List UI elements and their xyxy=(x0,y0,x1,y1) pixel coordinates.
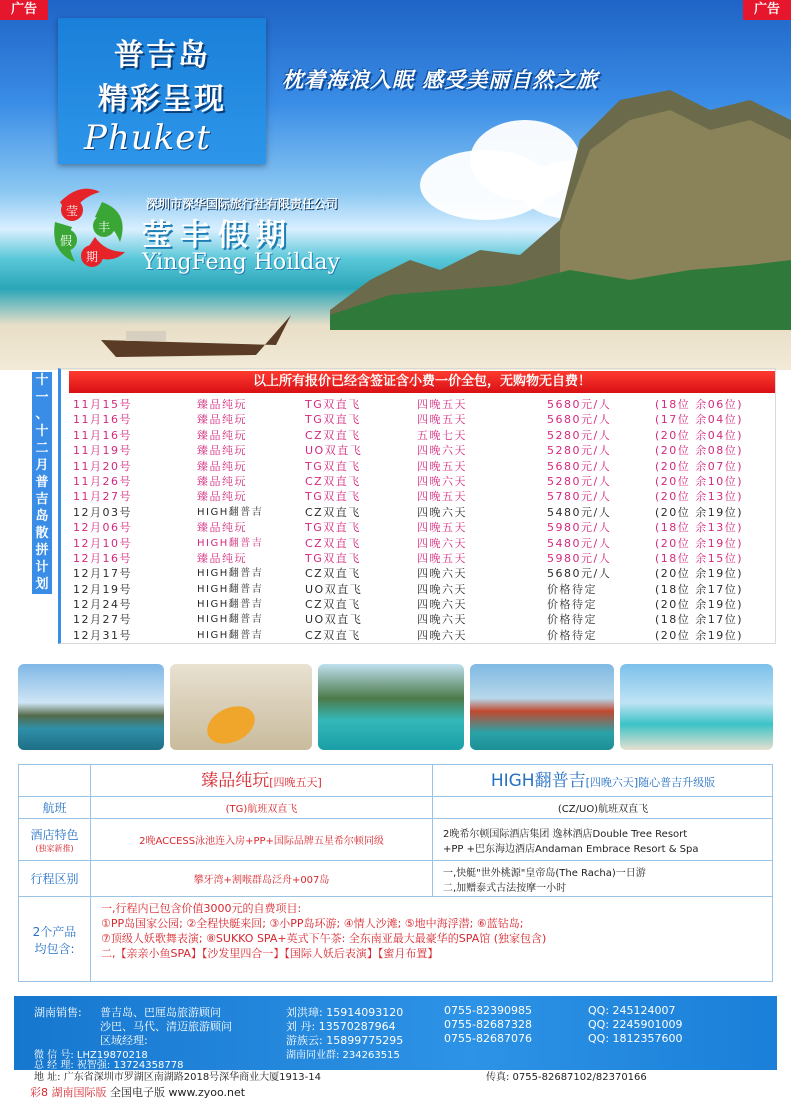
flight-label xyxy=(19,797,91,819)
schedule-seats: (20位 余08位) xyxy=(655,444,744,458)
trade-group: 湖南同业群: 234263515 xyxy=(286,1050,400,1061)
side-label-char: 月 xyxy=(35,458,49,473)
schedule-product: 臻品纯玩 xyxy=(197,521,247,535)
schedule-seats: (18位 余17位) xyxy=(655,613,744,627)
bodyboard-shape xyxy=(201,699,261,750)
schedule-seats: (17位 余04位) xyxy=(655,413,744,427)
hero-slogan: 枕着海浪入眠 感受美丽自然之旅 xyxy=(282,68,599,92)
schedule-duration: 四晚六天 xyxy=(417,474,467,488)
schedule-side-label xyxy=(32,372,52,594)
schedule-flight: CZ双直飞 xyxy=(305,428,361,442)
side-label-char: 、 xyxy=(35,407,49,422)
national-edition: 全国电子版 www.zyoo.net xyxy=(110,1086,246,1099)
schedule-date: 12月27号 xyxy=(73,613,132,627)
schedule-row xyxy=(61,536,779,551)
sales-label: 湖南销售: xyxy=(34,1006,82,1019)
hero-title-line1: 普吉岛 xyxy=(114,38,210,73)
hero-title-en: Phuket xyxy=(84,118,212,158)
hotel-col1 xyxy=(91,819,433,861)
photo-floating-village xyxy=(470,664,614,750)
schedule-seats: (20位 余19位) xyxy=(655,598,744,612)
schedule-flight: CZ双直飞 xyxy=(305,567,361,581)
fax: 传真: 0755-82687102/82370166 xyxy=(486,1072,647,1083)
schedule-row xyxy=(61,520,779,535)
brand-name-en: YingFeng Hoilday xyxy=(142,250,340,275)
route-col2 xyxy=(433,861,773,897)
package-line4: 二,【亲亲小鱼SPA】【沙发里四合一】【国际人妖后表演】【蜜月布置】 xyxy=(101,947,439,960)
schedule-row xyxy=(61,551,779,566)
package-label xyxy=(19,897,91,982)
schedule-product: HIGH翻普吉 xyxy=(197,583,264,595)
corner-cell xyxy=(19,765,91,797)
package-line1: 一,行程内已包含价值3000元的自费项目: xyxy=(101,902,302,915)
col2-subtitle: [四晚六天]随心普吉升级版 xyxy=(585,776,716,789)
schedule-duration: 五晚七天 xyxy=(417,428,467,442)
contact2-name: 刘 丹: 13570287964 xyxy=(286,1020,396,1033)
schedule-flight: TG双直飞 xyxy=(305,490,361,504)
logo-char: 莹 xyxy=(66,204,79,218)
schedule-price: 5680元/人 xyxy=(547,567,612,581)
schedule-product: HIGH翻普吉 xyxy=(197,629,264,641)
schedule-rows xyxy=(61,397,779,643)
wechat: 微 信 号: LHZ19870218 xyxy=(34,1050,148,1061)
contact1-qq: QQ: 245124007 xyxy=(588,1004,676,1017)
package-label-line1: 2个产品 xyxy=(32,924,77,939)
flight-col1-text: (TG)航班双直飞 xyxy=(225,804,298,815)
schedule-flight: CZ双直飞 xyxy=(305,536,361,550)
flight-col2 xyxy=(433,797,773,819)
route-col2-line1: 一,快艇"世外桃源"皇帝岛(The Racha)一日游 xyxy=(443,867,646,879)
schedule-date: 11月20号 xyxy=(73,459,132,473)
schedule-duration: 四晚六天 xyxy=(417,628,467,642)
schedule-date: 11月15号 xyxy=(73,398,132,411)
package-label-line2: 均包含: xyxy=(34,941,75,956)
cliff-illustration xyxy=(330,80,791,330)
contact3-name: 游族云: 15899775295 xyxy=(286,1034,404,1047)
photo-island-bay xyxy=(18,664,164,750)
schedule-product: HIGH翻普吉 xyxy=(197,537,264,549)
schedule-flight: CZ双直飞 xyxy=(305,505,361,519)
title-box xyxy=(58,18,266,164)
logo-char: 期 xyxy=(86,250,99,264)
contact1-name: 刘洪璋: 15914093120 xyxy=(286,1006,404,1019)
general-manager: 总 经 理: 祝智强: 13724358778 xyxy=(34,1060,184,1071)
flight-col1 xyxy=(91,797,433,819)
schedule-price: 5280元/人 xyxy=(547,444,612,458)
schedule-seats: (20位 余13位) xyxy=(655,490,744,504)
schedule-price: 5280元/人 xyxy=(547,428,612,442)
schedule-flight: CZ双直飞 xyxy=(305,598,361,612)
sales-line1: 普吉岛、巴厘岛旅游顾问 xyxy=(100,1006,221,1019)
schedule-flight: UO双直飞 xyxy=(305,582,363,596)
hotel-label-text: 酒店特色 xyxy=(30,827,79,842)
photo-beach-kid xyxy=(170,664,312,750)
schedule-price: 5280元/人 xyxy=(547,474,612,488)
schedule-seats: (18位 余17位) xyxy=(655,582,744,596)
schedule-row xyxy=(61,597,779,612)
schedule-price: 价格待定 xyxy=(547,598,597,612)
package-line2: ①PP岛国家公园; ②全程快艇来回; ③小PP岛环游; ④情人沙滩; ⑤地中海浮潜; ⑥蓝钻岛; xyxy=(101,917,524,930)
schedule-row xyxy=(61,582,779,597)
schedule-duration: 四晚六天 xyxy=(417,582,467,596)
schedule-product: 臻品纯玩 xyxy=(197,474,247,488)
col1-header xyxy=(91,765,433,797)
schedule-seats: (20位 余04位) xyxy=(655,428,744,442)
brand-logo-icon xyxy=(40,182,136,272)
schedule-price: 5480元/人 xyxy=(547,505,612,519)
schedule-seats: (20位 余07位) xyxy=(655,459,744,473)
longtail-boat xyxy=(96,305,296,365)
schedule-seats: (18位 余06位) xyxy=(655,398,744,411)
sales-line2: 沙巴、马代、清迈旅游顾问 xyxy=(100,1020,232,1033)
contact1-tel: 0755-82390985 xyxy=(444,1004,532,1017)
schedule-product: HIGH翻普吉 xyxy=(197,506,264,518)
col2-header xyxy=(433,765,773,797)
schedule-price: 5780元/人 xyxy=(547,490,612,504)
schedule-duration: 四晚六天 xyxy=(417,505,467,519)
hotel-label xyxy=(19,819,91,861)
side-label-char: 普 xyxy=(35,475,49,490)
schedule-table xyxy=(58,368,776,644)
hotel-col2 xyxy=(433,819,773,861)
schedule-row xyxy=(61,443,779,458)
schedule-price: 5680元/人 xyxy=(547,459,612,473)
side-label-char: 拼 xyxy=(35,543,49,558)
route-col1 xyxy=(91,861,433,897)
schedule-date: 12月19号 xyxy=(73,582,132,596)
schedule-row xyxy=(61,505,779,520)
logo-char: 假 xyxy=(60,234,73,248)
schedule-flight: TG双直飞 xyxy=(305,521,361,535)
sales-line3: 区域经理: xyxy=(100,1034,148,1047)
schedule-row xyxy=(61,428,779,443)
schedule-product: 臻品纯玩 xyxy=(197,428,247,442)
schedule-price: 5680元/人 xyxy=(547,398,612,411)
schedule-date: 11月19号 xyxy=(73,444,132,458)
logo-char: 丰 xyxy=(98,220,111,234)
schedule-price: 价格待定 xyxy=(547,582,597,596)
schedule-seats: (18位 余13位) xyxy=(655,521,744,535)
schedule-seats: (20位 余19位) xyxy=(655,628,744,642)
schedule-seats: (20位 余19位) xyxy=(655,536,744,550)
schedule-date: 11月16号 xyxy=(73,428,132,442)
schedule-product: 臻品纯玩 xyxy=(197,551,247,565)
side-label-char: 十 xyxy=(35,373,49,388)
hero-banner xyxy=(0,0,791,370)
edition-name: 湖南国际版 xyxy=(51,1086,107,1099)
schedule-seats: (20位 余10位) xyxy=(655,474,744,488)
schedule-product: HIGH翻普吉 xyxy=(197,614,264,626)
schedule-duration: 四晚五天 xyxy=(417,490,467,504)
route-col1-text: 攀牙湾+割喉群岛泛舟+007岛 xyxy=(193,875,330,886)
schedule-duration: 四晚六天 xyxy=(417,613,467,627)
schedule-duration: 四晚五天 xyxy=(417,398,467,411)
schedule-price: 价格待定 xyxy=(547,613,597,627)
side-label-char: 岛 xyxy=(35,509,49,524)
schedule-price: 5980元/人 xyxy=(547,521,612,535)
flight-label-text: 航班 xyxy=(42,801,67,815)
schedule-row xyxy=(61,459,779,474)
schedule-price: 5480元/人 xyxy=(547,536,612,550)
schedule-product: HIGH翻普吉 xyxy=(197,568,264,580)
schedule-product: 臻品纯玩 xyxy=(197,459,247,473)
product-comparison-table xyxy=(18,764,773,982)
schedule-flight: UO双直飞 xyxy=(305,613,363,627)
schedule-price: 5980元/人 xyxy=(547,551,612,565)
photo-strip xyxy=(18,664,773,750)
col1-title: 臻品纯玩 xyxy=(201,771,270,791)
schedule-date: 11月27号 xyxy=(73,490,132,504)
schedule-date: 12月31号 xyxy=(73,628,132,642)
hotel-label-sub: (独家新推) xyxy=(35,843,74,853)
col2-title: HIGH翻普吉 xyxy=(490,771,586,791)
schedule-date: 12月16号 xyxy=(73,551,132,565)
flight-col2-text: (CZ/UO)航班双直飞 xyxy=(557,804,649,815)
contact3-qq: QQ: 1812357600 xyxy=(588,1032,683,1045)
schedule-row xyxy=(61,489,779,504)
hotel-col2-line1: 2晚希尔顿国际酒店集团 逸林酒店Double Tree Resort xyxy=(443,828,688,840)
side-label-char: 计 xyxy=(35,560,49,575)
schedule-seats: (20位 余19位) xyxy=(655,505,744,519)
schedule-duration: 四晚六天 xyxy=(417,598,467,612)
schedule-duration: 四晚六天 xyxy=(417,567,467,581)
schedule-product: 臻品纯玩 xyxy=(197,490,247,504)
schedule-row xyxy=(61,397,779,412)
schedule-row xyxy=(61,628,779,643)
schedule-date: 11月26号 xyxy=(73,474,132,488)
page-number: 彩8 xyxy=(30,1086,48,1099)
schedule-row xyxy=(61,612,779,627)
schedule-flight: TG双直飞 xyxy=(305,398,361,411)
schedule-flight: UO双直飞 xyxy=(305,444,363,458)
schedule-seats: (18位 余15位) xyxy=(655,551,744,565)
side-label-char: 十 xyxy=(35,424,49,439)
schedule-header: 以上所有报价已经含签证含小费一价全包，无购物无自费！ xyxy=(69,371,775,393)
schedule-date: 12月24号 xyxy=(73,598,132,612)
schedule-date: 12月03号 xyxy=(73,505,132,519)
schedule-price: 价格待定 xyxy=(547,628,597,642)
address: 地 址: 广东省深圳市罗湖区南湖路2018号深华商业大厦1913-14 xyxy=(34,1072,321,1083)
side-label-char: 吉 xyxy=(35,492,49,507)
package-line3: ⑦顶级人妖歌舞表演; ⑧SUKKO SPA+英式下午茶: 全东南亚最大最豪华的SPA馆 (独家包含) xyxy=(101,932,547,945)
schedule-duration: 四晚五天 xyxy=(417,521,467,535)
schedule-seats: (20位 余19位) xyxy=(655,567,744,581)
photo-longtail-boat xyxy=(620,664,773,750)
schedule-product: HIGH翻普吉 xyxy=(197,599,264,611)
side-label-char: 划 xyxy=(35,577,49,592)
schedule-flight: CZ双直飞 xyxy=(305,628,361,642)
side-label-char: 散 xyxy=(35,526,49,541)
schedule-flight: TG双直飞 xyxy=(305,413,361,427)
schedule-product: 臻品纯玩 xyxy=(197,413,247,427)
schedule-price: 5680元/人 xyxy=(547,413,612,427)
schedule-date: 12月06号 xyxy=(73,521,132,535)
hero-title-line2: 精彩呈现 xyxy=(98,82,226,117)
schedule-date: 12月10号 xyxy=(73,536,132,550)
schedule-row xyxy=(61,412,779,427)
ad-tag-right: 广告 xyxy=(743,0,791,20)
contact2-qq: QQ: 2245901009 xyxy=(588,1018,683,1031)
hotel-col1-text: 2晚ACCESS泳池连入房+PP+国际品牌五星希尔顿同级 xyxy=(139,836,384,847)
schedule-duration: 四晚五天 xyxy=(417,459,467,473)
hotel-col2-line2: +PP +巴东海边酒店Andaman Embrace Resort & Spa xyxy=(443,843,699,855)
schedule-duration: 四晚六天 xyxy=(417,444,467,458)
schedule-row xyxy=(61,474,779,489)
schedule-flight: CZ双直飞 xyxy=(305,474,361,488)
route-col2-line2: 二,加赠泰式古法按摩一小时 xyxy=(443,882,567,894)
schedule-product: 臻品纯玩 xyxy=(197,398,247,411)
side-label-char: 二 xyxy=(35,441,49,456)
schedule-flight: TG双直飞 xyxy=(305,551,361,565)
brand-name-cn: 莹丰假期 xyxy=(142,218,294,253)
agency-name: 深圳市深华国际旅行社有限责任公司 xyxy=(146,197,339,211)
page-footer xyxy=(30,1084,245,1100)
contact3-tel: 0755-82687076 xyxy=(444,1032,532,1045)
schedule-flight: TG双直飞 xyxy=(305,459,361,473)
schedule-duration: 四晚六天 xyxy=(417,536,467,550)
schedule-duration: 四晚五天 xyxy=(417,551,467,565)
ad-tag-left: 广告 xyxy=(0,0,48,20)
side-label-char: 一 xyxy=(35,390,49,405)
schedule-product: 臻品纯玩 xyxy=(197,444,247,458)
package-includes xyxy=(91,897,771,965)
schedule-date: 12月17号 xyxy=(73,567,132,581)
schedule-duration: 四晚五天 xyxy=(417,413,467,427)
route-label xyxy=(19,861,91,897)
schedule-row xyxy=(61,566,779,581)
col1-subtitle: [四晚五天] xyxy=(269,776,322,789)
photo-boats-lagoon xyxy=(318,664,464,750)
contact2-tel: 0755-82687328 xyxy=(444,1018,532,1031)
schedule-date: 11月16号 xyxy=(73,413,132,427)
route-label-text: 行程区别 xyxy=(30,872,79,886)
